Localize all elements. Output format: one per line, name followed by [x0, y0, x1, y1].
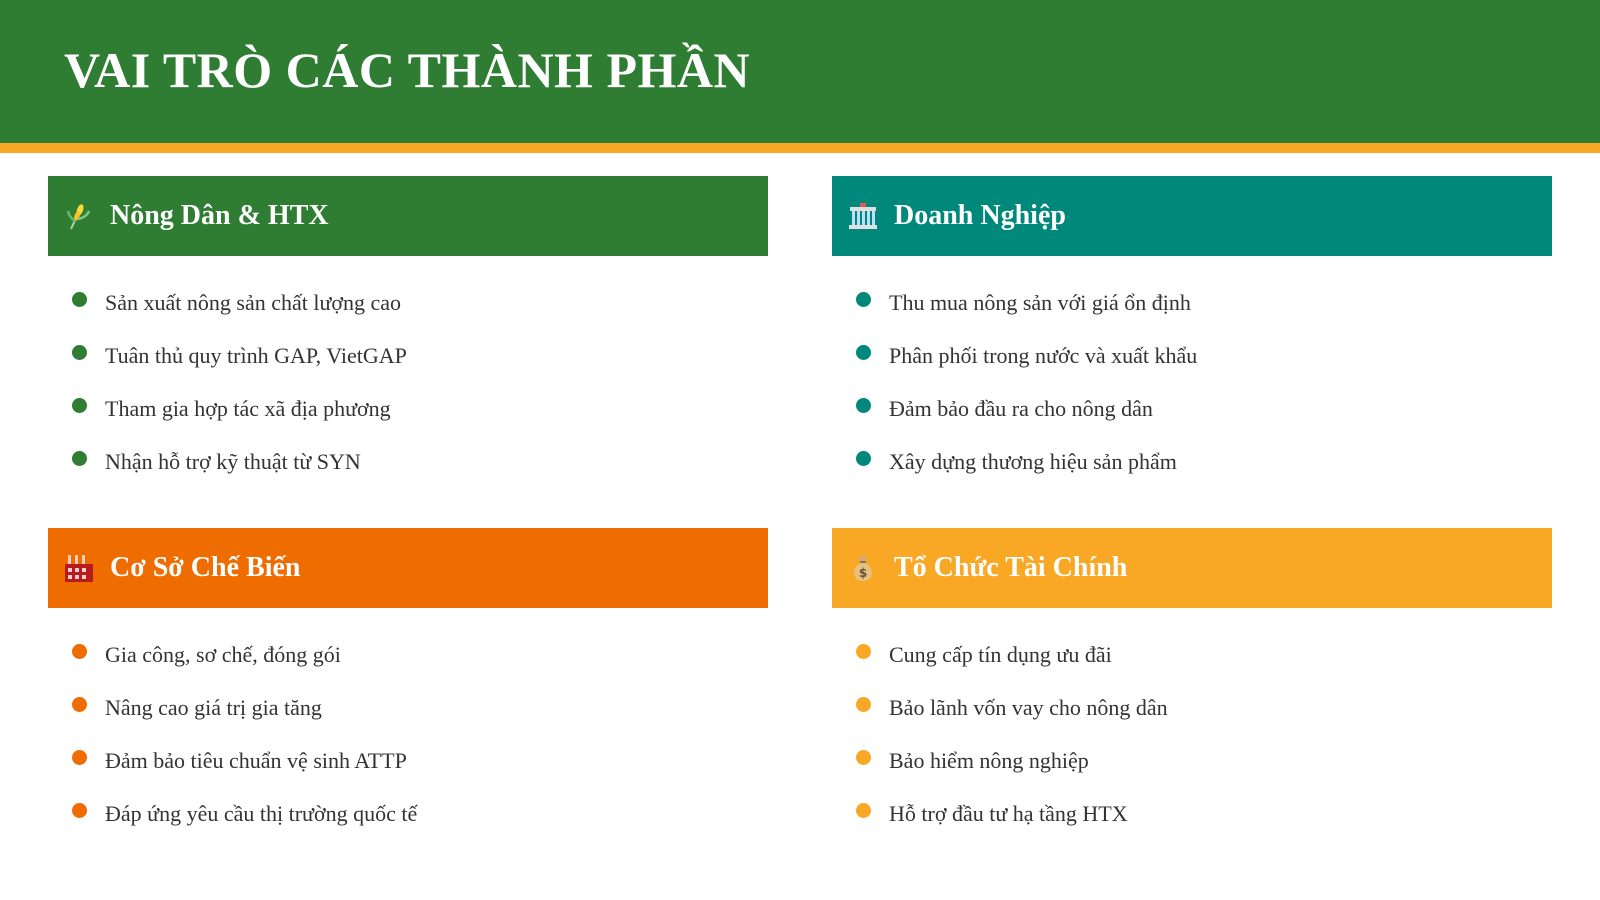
list-item	[832, 681, 1552, 734]
bullet-dot	[72, 292, 87, 307]
card-header	[832, 176, 1552, 256]
list-item-text: Tuân thủ quy trình GAP, VietGAP	[105, 342, 407, 368]
list-item	[48, 329, 768, 382]
card-title: Cơ Sở Chế Biến	[110, 552, 301, 583]
list-item-text: Bảo hiểm nông nghiệp	[889, 747, 1089, 773]
list-item	[832, 787, 1552, 840]
header-accent-stripe	[0, 143, 1600, 153]
bullet-dot	[72, 398, 87, 413]
list-item-text: Đảm bảo tiêu chuẩn vệ sinh ATTP	[105, 747, 407, 773]
bullet-dot	[72, 803, 87, 818]
bullet-dot	[72, 345, 87, 360]
list-item	[832, 329, 1552, 382]
factory-icon	[64, 553, 94, 583]
list-item-text: Đảm bảo đầu ra cho nông dân	[889, 395, 1153, 421]
list-item-text: Tham gia hợp tác xã địa phương	[105, 395, 391, 421]
list-item	[832, 276, 1552, 329]
card-header	[48, 528, 768, 608]
card-enterprises	[832, 176, 1552, 488]
bullet-dot	[856, 750, 871, 765]
list-item	[832, 734, 1552, 787]
bullet-dot	[856, 803, 871, 818]
svg-text:$: $	[858, 566, 868, 580]
card-header	[48, 176, 768, 256]
list-item-text: Hỗ trợ đầu tư hạ tầng HTX	[889, 800, 1128, 826]
list-item	[48, 787, 768, 840]
card-title: Nông Dân & HTX	[110, 200, 329, 231]
card-item-list	[832, 276, 1552, 488]
bullet-dot	[856, 644, 871, 659]
list-item	[832, 382, 1552, 435]
list-item	[48, 628, 768, 681]
list-item-text: Bảo lãnh vốn vay cho nông dân	[889, 694, 1168, 720]
bullet-dot	[856, 451, 871, 466]
card-processing	[48, 528, 768, 840]
list-item-text: Nâng cao giá trị gia tăng	[105, 694, 322, 720]
bank-building-icon	[848, 201, 878, 231]
bullet-dot	[72, 750, 87, 765]
page-title: VAI TRÒ CÁC THÀNH PHẦN	[64, 42, 751, 98]
list-item-text: Thu mua nông sản với giá ổn định	[889, 289, 1191, 315]
bullet-dot	[72, 451, 87, 466]
list-item-text: Phân phối trong nước và xuất khẩu	[889, 342, 1198, 368]
card-title: Doanh Nghiệp	[894, 200, 1066, 231]
card-item-list	[832, 628, 1552, 840]
card-item-list	[48, 276, 768, 488]
bullet-dot	[856, 697, 871, 712]
bullet-dot	[856, 292, 871, 307]
list-item-text: Gia công, sơ chế, đóng gói	[105, 641, 341, 667]
card-header	[832, 528, 1552, 608]
list-item	[48, 435, 768, 488]
bullet-dot	[856, 345, 871, 360]
bullet-dot	[856, 398, 871, 413]
money-bag-icon	[848, 553, 878, 583]
list-item	[48, 681, 768, 734]
list-item-text: Sản xuất nông sản chất lượng cao	[105, 289, 402, 315]
card-title: Tổ Chức Tài Chính	[894, 552, 1128, 583]
card-item-list	[48, 628, 768, 840]
list-item-text: Đáp ứng yêu cầu thị trường quốc tế	[105, 800, 418, 826]
list-item	[48, 276, 768, 329]
bullet-dot	[72, 644, 87, 659]
list-item	[832, 435, 1552, 488]
list-item	[48, 734, 768, 787]
bullet-dot	[72, 697, 87, 712]
card-financial	[832, 528, 1552, 840]
list-item-text: Xây dựng thương hiệu sản phẩm	[889, 448, 1177, 474]
wheat-icon	[64, 201, 94, 231]
list-item	[48, 382, 768, 435]
list-item-text: Cung cấp tín dụng ưu đãi	[889, 641, 1112, 667]
list-item-text: Nhận hỗ trợ kỹ thuật từ SYN	[105, 448, 361, 474]
list-item	[832, 628, 1552, 681]
card-farmers	[48, 176, 768, 488]
